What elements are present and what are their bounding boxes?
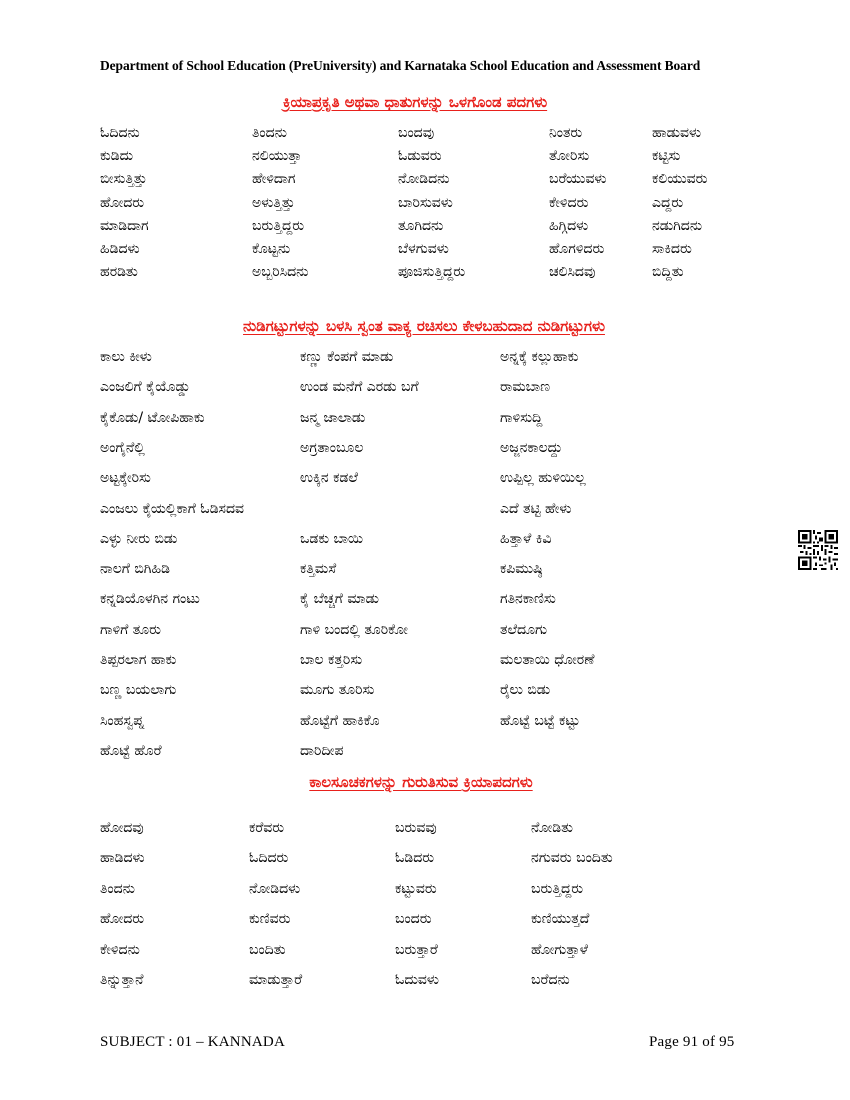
section2-heading-text: ನುಡಿಗಟ್ಟುಗಳನ್ನು ಬಳಸಿ ಸ್ವಂತ ವಾಕ್ಯ ರಚಿಸಲು ಕೇಳಬಹುದಾದ ನುಡಿಗಟ್ಟುಗಳು xyxy=(243,317,605,335)
board-header: Department of School Education (PreUniversity) and Karnataka School Education and Assessment Board xyxy=(100,58,701,73)
section1-heading xyxy=(0,93,840,111)
grid-cell: ದಾರಿದೀಪ xyxy=(300,742,344,759)
grid-cell: ಓದುವಳು xyxy=(395,972,439,988)
grid-cell: ಗಾಳಿಗೆ ತೂರು xyxy=(100,621,161,638)
grid-cell: ಮಾಡುತ್ತಾರೆ xyxy=(249,972,303,988)
grid-cell: ಕಪಿಮುಷ್ಠಿ xyxy=(500,561,543,578)
grid-cell: ಕಟ್ಟುವರು xyxy=(395,880,437,897)
grid-cell: ಕೈಕೊಡು/ ಟೋಪಿಹಾಕು xyxy=(100,409,205,426)
grid-cell: ಬರುವವು xyxy=(395,820,437,836)
grid-cell: ಹಿಡಿದಳು xyxy=(100,241,140,257)
grid-cell: ಎದ್ದರು xyxy=(652,194,684,211)
grid-cell: ಹೋಗುತ್ತಾಳೆ xyxy=(531,941,588,958)
grid-cell: ಬಾಲ ಕತ್ತರಿಸು xyxy=(300,652,363,668)
grid-cell: ಬರುತ್ತಾರೆ xyxy=(395,941,438,958)
grid-cell: ಅನ್ನಕ್ಕೆ ಕಲ್ಲುಹಾಕು xyxy=(500,349,579,365)
grid-cell: ಬೆಳಗುವಳು xyxy=(398,241,449,257)
grid-cell: ನೋಡಿದಳು xyxy=(249,880,301,897)
grid-cell: ಹೊಟ್ಟೆ ಹೊರೆ xyxy=(100,742,162,759)
grid-cell: ಹಿಗ್ಗಿದಳು xyxy=(549,217,589,234)
grid-cell: ಓಡಿದರು xyxy=(395,850,435,867)
grid-cell: ಎಂಜಲಿಗೆ ಕೈಯೊಡ್ಡು xyxy=(100,379,191,396)
grid-cell: ಬಂದಿತು xyxy=(249,941,286,958)
grid-cell: ನಡುಗಿದನು xyxy=(652,217,703,234)
grid-cell: ಅಗ್ರತಾಂಬೂಲ xyxy=(300,439,364,456)
grid-cell: ನಗುವರು ಬಂದಿತು xyxy=(531,850,613,867)
grid-cell: ಹೋದರು xyxy=(100,194,145,211)
grid-cell: ಓದಿದರು xyxy=(249,850,289,867)
grid-cell: ಬರೆದನು xyxy=(531,972,570,988)
footer-page-number: Page 91 of 95 xyxy=(649,1034,735,1050)
footer-subject: SUBJECT : 01 – KANNADA xyxy=(100,1034,285,1050)
section3-heading-text: ಕಾಲಸೂಚಕಗಳನ್ನು ಗುರುತಿಸುವ ಕ್ರಿಯಾಪದಗಳು xyxy=(309,773,533,791)
grid-cell: ನಾಲಗೆ ಬಿಗಿಹಿಡಿ xyxy=(100,561,170,578)
grid-cell: ಉಂಡ ಮನೆಗೆ ಎರಡು ಬಗೆ xyxy=(300,379,419,396)
grid-cell: ಬಂದವು xyxy=(398,125,435,141)
grid-cell: ನೋಡಿತು xyxy=(531,820,573,836)
grid-cell: ಕತ್ತಿಮಸೆ xyxy=(300,561,337,578)
grid-cell: ಹಾಡಿದಳು xyxy=(100,850,145,867)
grid-cell: ತೂಗಿದನು xyxy=(398,217,444,234)
grid-cell: ಓಡುವರು xyxy=(398,148,442,165)
grid-cell: ಕುಣಿಯುತ್ತದೆ xyxy=(531,911,590,928)
grid-cell: ನಿಂತರು xyxy=(549,125,583,141)
grid-cell: ತೋರಿಸು xyxy=(549,148,590,165)
grid-cell: ಕಾಲು ಕೀಳು xyxy=(100,349,152,365)
grid-cell: ತಿಪ್ಪರಲಾಗ ಹಾಕು xyxy=(100,652,177,668)
grid-cell: ಗಾಳಿಸುದ್ದಿ xyxy=(500,409,543,426)
grid-cell: ರೈಲು ಬಿಡು xyxy=(500,682,551,699)
grid-cell: ಮಲತಾಯಿ ಧೋರಣೆ xyxy=(500,652,595,668)
grid-cell: ಗತಿನಕಾಣಿಸು xyxy=(500,591,556,608)
grid-cell: ಹೋದರು xyxy=(100,911,145,928)
grid-cell: ಸಿಂಹಸ್ವಪ್ನ xyxy=(100,712,145,729)
grid-cell: ಹೊಟ್ಟೆ ಬಟ್ಟೆ ಕಟ್ಟು xyxy=(500,712,580,729)
grid-cell: ಓದಿದನು xyxy=(100,125,140,141)
grid-cell: ಅಂಗೈನೆಲ್ಲಿ xyxy=(100,439,145,456)
grid-cell: ಬಂದರು xyxy=(395,911,432,928)
section1-heading-text: ಕ್ರಿಯಾಪ್ರಕೃತಿ ಅಥವಾ ಧಾತುಗಳನ್ನು ಒಳಗೊಂಡ ಪದಗಳು xyxy=(282,93,548,111)
grid-cell: ಮೂಗು ತೂರಿಸು xyxy=(300,682,375,699)
section3-heading xyxy=(0,773,846,791)
grid-cell: ಕನ್ನಡಿಯೊಳಗಿನ ಗಂಟು xyxy=(100,591,200,608)
grid-cell: ಹಿತ್ತಾಳೆ ಕಿವಿ xyxy=(500,530,552,547)
grid-cell: ತಿನ್ನುತ್ತಾನೆ xyxy=(100,972,144,988)
grid-cell: ಅಜ್ಜನಕಾಲದ್ದು xyxy=(500,439,563,456)
grid-cell: ಹೊಟ್ಟೆಗೆ ಹಾಕಿಕೊ xyxy=(300,712,380,729)
grid-cell: ನಲಿಯುತ್ತಾ xyxy=(252,148,302,165)
grid-cell: ಜನ್ಮ ಜಾಲಾಡು xyxy=(300,409,366,426)
grid-cell: ಕೇಳಿದರು xyxy=(549,194,589,211)
grid-cell: ಬರೆಯುವಳು xyxy=(549,171,607,188)
grid-cell: ಅಬ್ಬರಿಸಿದನು xyxy=(252,264,309,281)
grid-cell: ಬೀಸುತ್ತಿತ್ತು xyxy=(100,171,147,188)
grid-cell: ಹೇಳಿದಾಗ xyxy=(252,171,296,188)
grid-cell: ಉಪ್ಪಿಲ್ಲ ಹುಳಿಯಿಲ್ಲ xyxy=(500,470,586,487)
grid-cell: ತಿಂದನು xyxy=(100,880,135,897)
grid-cell: ಹೋದವು xyxy=(100,820,144,836)
grid-cell: ತಿಂದನು xyxy=(252,125,287,141)
grid-cell: ಕಟ್ಟಿಸು xyxy=(652,148,681,165)
grid-cell: ಕೊಟ್ಟನು xyxy=(252,241,291,257)
grid-cell: ಕೈ ಬೆಚ್ಚಗೆ ಮಾಡು xyxy=(300,591,379,608)
qr-code-icon xyxy=(798,530,838,570)
grid-cell: ಬಾರಿಸುವಳು xyxy=(398,194,453,211)
grid-cell: ಚಲಿಸಿದವು xyxy=(549,264,596,281)
grid-cell: ಹೊಗಳಿದರು xyxy=(549,241,605,257)
grid-cell: ಅಳುತ್ತಿತ್ತು xyxy=(252,194,295,211)
grid-cell: ಪೂಜಿಸುತ್ತಿದ್ದರು xyxy=(398,264,466,281)
grid-cell: ಉಕ್ಕಿನ ಕಡಲೆ xyxy=(300,470,358,487)
section2-heading xyxy=(0,317,849,335)
grid-cell: ಬಿದ್ದಿತು xyxy=(652,264,684,281)
grid-cell: ರಾಮಬಾಣ xyxy=(500,379,551,396)
grid-cell: ಸಾಕಿದರು xyxy=(652,241,692,257)
grid-cell: ನೋಡಿದನು xyxy=(398,171,450,188)
grid-cell: ಗಾಳಿ ಬಂದಲ್ಲಿ ತೂರಿಕೋ xyxy=(300,621,408,638)
grid-cell: ಎದೆ ತಟ್ಟಿ ಹೇಳು xyxy=(500,500,572,517)
grid-cell: ಕೇಳಿದನು xyxy=(100,941,140,958)
grid-cell: ಕುಡಿದು xyxy=(100,148,134,165)
grid-cell: ಕರೆವರು xyxy=(249,820,285,836)
grid-cell: ಕಲಿಯುವರು xyxy=(652,171,708,188)
grid-cell: ಒಡಕು ಬಾಯಿ xyxy=(300,530,364,547)
grid-cell: ಎಳ್ಳು ನೀರು ಬಿಡು xyxy=(100,530,178,547)
grid-cell: ಕುಣಿವರು xyxy=(249,911,291,928)
grid-cell: ತಲೆದೂಗು xyxy=(500,621,548,638)
grid-cell: ಬರುತ್ತಿದ್ದರು xyxy=(531,880,584,897)
grid-cell: ಬರುತ್ತಿದ್ದರು xyxy=(252,217,305,234)
grid-cell: ಹರಡಿತು xyxy=(100,264,138,281)
grid-cell: ಹಾಡುವಳು xyxy=(652,125,702,141)
grid-cell: ಮಾಡಿದಾಗ xyxy=(100,217,149,234)
grid-cell: ಅಟ್ಟಕ್ಕೇರಿಸು xyxy=(100,470,151,487)
grid-cell: ಬಣ್ಣ ಬಯಲಾಗು xyxy=(100,682,177,699)
grid-cell: ಎಂಜಲು ಕೈಯಲ್ಲಿಕಾಗೆ ಓಡಿಸದವ xyxy=(100,500,244,517)
grid-cell: ಕಣ್ಣು ಕೆಂಪಗೆ ಮಾಡು xyxy=(300,349,394,365)
